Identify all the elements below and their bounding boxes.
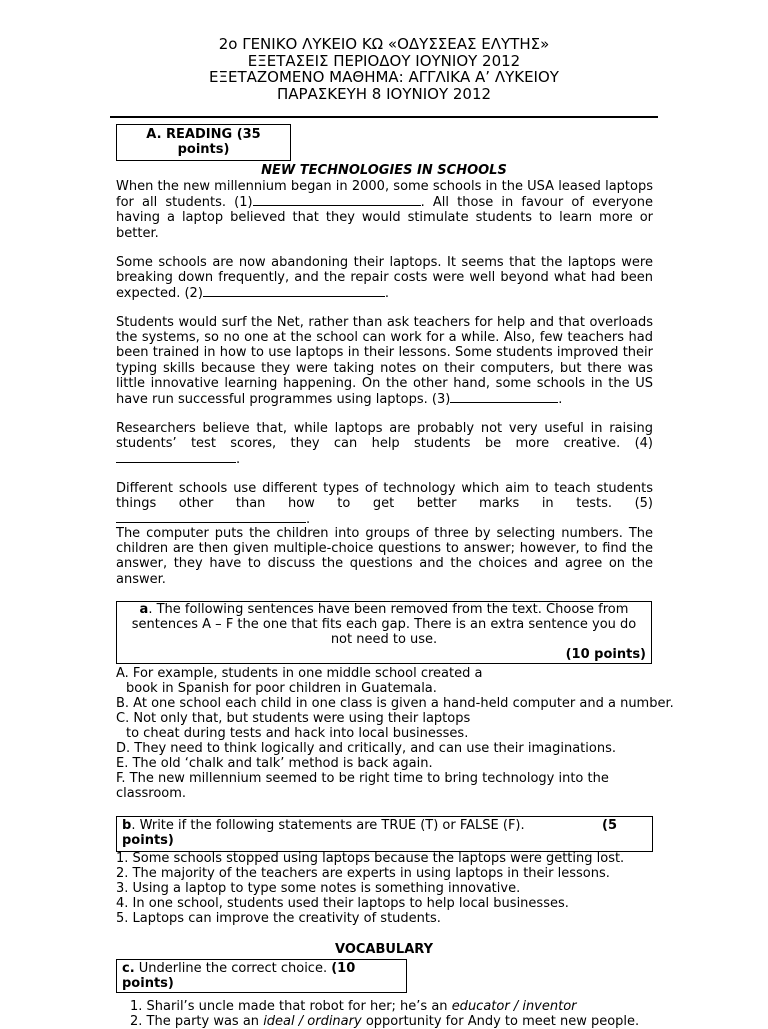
option-d-line1: D. They need to think logically and critically, and can use their imaginations. — [116, 741, 616, 756]
reading-box-line1: A. READING (35 — [146, 127, 261, 142]
paragraph-2-text-a: Some schools are now abandoning their laptops. It seems that the laptops were breaking down frequently, and the repair costs were well beyond what had been expected. (2) — [116, 255, 653, 302]
vocab-question-2 — [130, 1014, 639, 1029]
statement-1: 1. Some schools stopped using laptops because the laptops were getting lost. — [116, 851, 625, 866]
exam-header — [0, 36, 768, 102]
gap-2[interactable] — [203, 285, 385, 297]
vocab-q2-text-a: 2. The party was an — [130, 1014, 264, 1029]
task-b-instruction: . Write if the following statements are TRUE (T) or FALSE (F). — [131, 818, 525, 833]
gap-1[interactable] — [253, 194, 421, 206]
option-c-line1: C. Not only that, but students were using their laptops — [116, 711, 471, 726]
option-e-line1: E. The old ‘chalk and talk’ method is back again. — [116, 756, 433, 771]
statement-5: 5. Laptops can improve the creativity of students. — [116, 911, 441, 926]
exam-subject: ΕΞΕΤΑΖΟΜΕΝΟ ΜΑΘΗΜΑ: ΑΓΓΛΙΚΑ Α’ ΛΥΚΕΙΟΥ — [209, 68, 559, 86]
task-c-instruction: Underline the correct choice. — [134, 961, 332, 976]
paragraph-5 — [116, 481, 653, 528]
paragraph-3 — [116, 315, 653, 407]
paragraph-6: The computer puts the children into groups of three by selecting numbers. The children are then given multiple-choice questions to answer; however, to find the answer, they have to discuss the questions and the choices and agree on the answer. — [116, 526, 653, 587]
option-a-line1: A. For example, students in one middle school created a — [116, 666, 483, 681]
task-a-letter: a — [139, 602, 149, 617]
paragraph-3-text-b: . — [558, 392, 563, 408]
school-name: 2ο ΓΕΝΙΚΟ ΛΥΚΕΙΟ ΚΩ «ΟΔΥΣΣΕΑΣ ΕΛΥΤΗΣ» — [218, 35, 550, 53]
reading-box-line2: points) — [177, 142, 230, 157]
paragraph-4 — [116, 421, 653, 468]
vocab-q2-choices[interactable]: ideal / ordinary — [263, 1014, 362, 1029]
option-c — [116, 711, 676, 741]
task-a-text — [122, 602, 646, 647]
task-c-text — [122, 961, 401, 976]
paragraph-3-text-a: Students would surf the Net, rather than ask teachers for help and that overloads the systems, so no one at the school can work for a while. Also, few teachers had been trained in how to use laptops in their lessons. Some students improved their typing skills because they were taking notes on their computers, but there was little innovative learning happening. On the other hand, some schools in the US have run successful programmes using laptops. (3) — [116, 315, 653, 408]
paragraph-1 — [116, 179, 653, 241]
task-c-points-b: points) — [122, 976, 174, 991]
vocab-question-1 — [130, 999, 577, 1014]
option-b — [116, 696, 676, 711]
reading-section-box — [116, 124, 291, 161]
task-b-points-a: (5 — [602, 818, 617, 833]
task-b-points-b: points) — [122, 833, 174, 848]
option-f-line1: F. The new millennium seemed to be right time to bring technology into the — [116, 771, 609, 786]
gap-5[interactable] — [116, 511, 306, 523]
task-a-instruction: . The following sentences have been removed from the text. Choose from sentences A – F the one that fits each gap. There is an extra sentence you do not need to use. — [131, 602, 637, 647]
paragraph-5-text-a: Different schools use different types of technology which aim to teach students things other than how to get better marks in tests. (5) — [116, 481, 653, 512]
paragraph-5-text-b: . — [306, 512, 311, 528]
task-c-points-a: (10 — [331, 961, 356, 976]
exam-period: ΕΞΕΤΑΣΕΙΣ ΠΕΡΙΟΔΟΥ ΙΟΥΝΙΟΥ 2012 — [247, 51, 521, 70]
task-a-instructions — [116, 601, 652, 664]
task-b-letter: b — [122, 818, 132, 833]
option-a — [116, 666, 676, 696]
option-f-line2: classroom. — [116, 786, 187, 801]
gap-3[interactable] — [450, 391, 558, 403]
exam-date: ΠΑΡΑΣΚΕΥΗ 8 ΙΟΥΝΙΟΥ 2012 — [276, 84, 492, 103]
header-divider — [110, 116, 658, 118]
vocabulary-heading: VOCABULARY — [334, 942, 433, 957]
passage-title: NEW TECHNOLOGIES IN SCHOOLS — [261, 163, 507, 178]
option-f — [116, 771, 676, 801]
task-b-instructions — [116, 816, 653, 852]
paragraph-1-text-b: . All those in favour of everyone having a laptop believed that they would stimulate students to learn more or better. — [116, 195, 653, 241]
option-a-line2: book in Spanish for poor children in Guatemala. — [126, 681, 437, 696]
task-b-text — [122, 818, 647, 833]
task-c-instructions — [116, 959, 407, 993]
statement-3: 3. Using a laptop to type some notes is something innovative. — [116, 881, 521, 896]
option-d — [116, 741, 676, 756]
paragraph-4-text-a: Researchers believe that, while laptops are probably not very useful in raising students’ test scores, they can help students be more creative. (4) — [116, 421, 653, 452]
vocab-q1-text: 1. Sharil’s uncle made that robot for her; he’s an — [130, 999, 452, 1014]
gap-4[interactable] — [116, 451, 236, 463]
vocab-q2-text-b: opportunity for Andy to meet new people. — [361, 1014, 640, 1029]
statement-4: 4. In one school, students used their laptops to help local businesses. — [116, 896, 569, 911]
option-e — [116, 756, 676, 771]
option-c-line2: to cheat during tests and hack into local businesses. — [126, 726, 469, 741]
paragraph-2-text-b: . — [384, 286, 390, 302]
paragraph-4-text-b: . — [236, 452, 241, 468]
task-c-letter: c. — [122, 961, 135, 976]
paragraph-1-text-a: When the new millennium began in 2000, some schools in the USA leased laptops for all students. (1) — [116, 179, 653, 211]
paragraph-2 — [116, 255, 653, 302]
task-a-points: (10 points) — [565, 647, 646, 662]
option-b-line1: B. At one school each child in one class is given a hand-held computer and a number. — [116, 696, 674, 711]
vocab-q1-choices[interactable]: educator / inventor — [451, 999, 577, 1014]
statement-2: 2. The majority of the teachers are experts in using laptops in their lessons. — [116, 866, 610, 881]
